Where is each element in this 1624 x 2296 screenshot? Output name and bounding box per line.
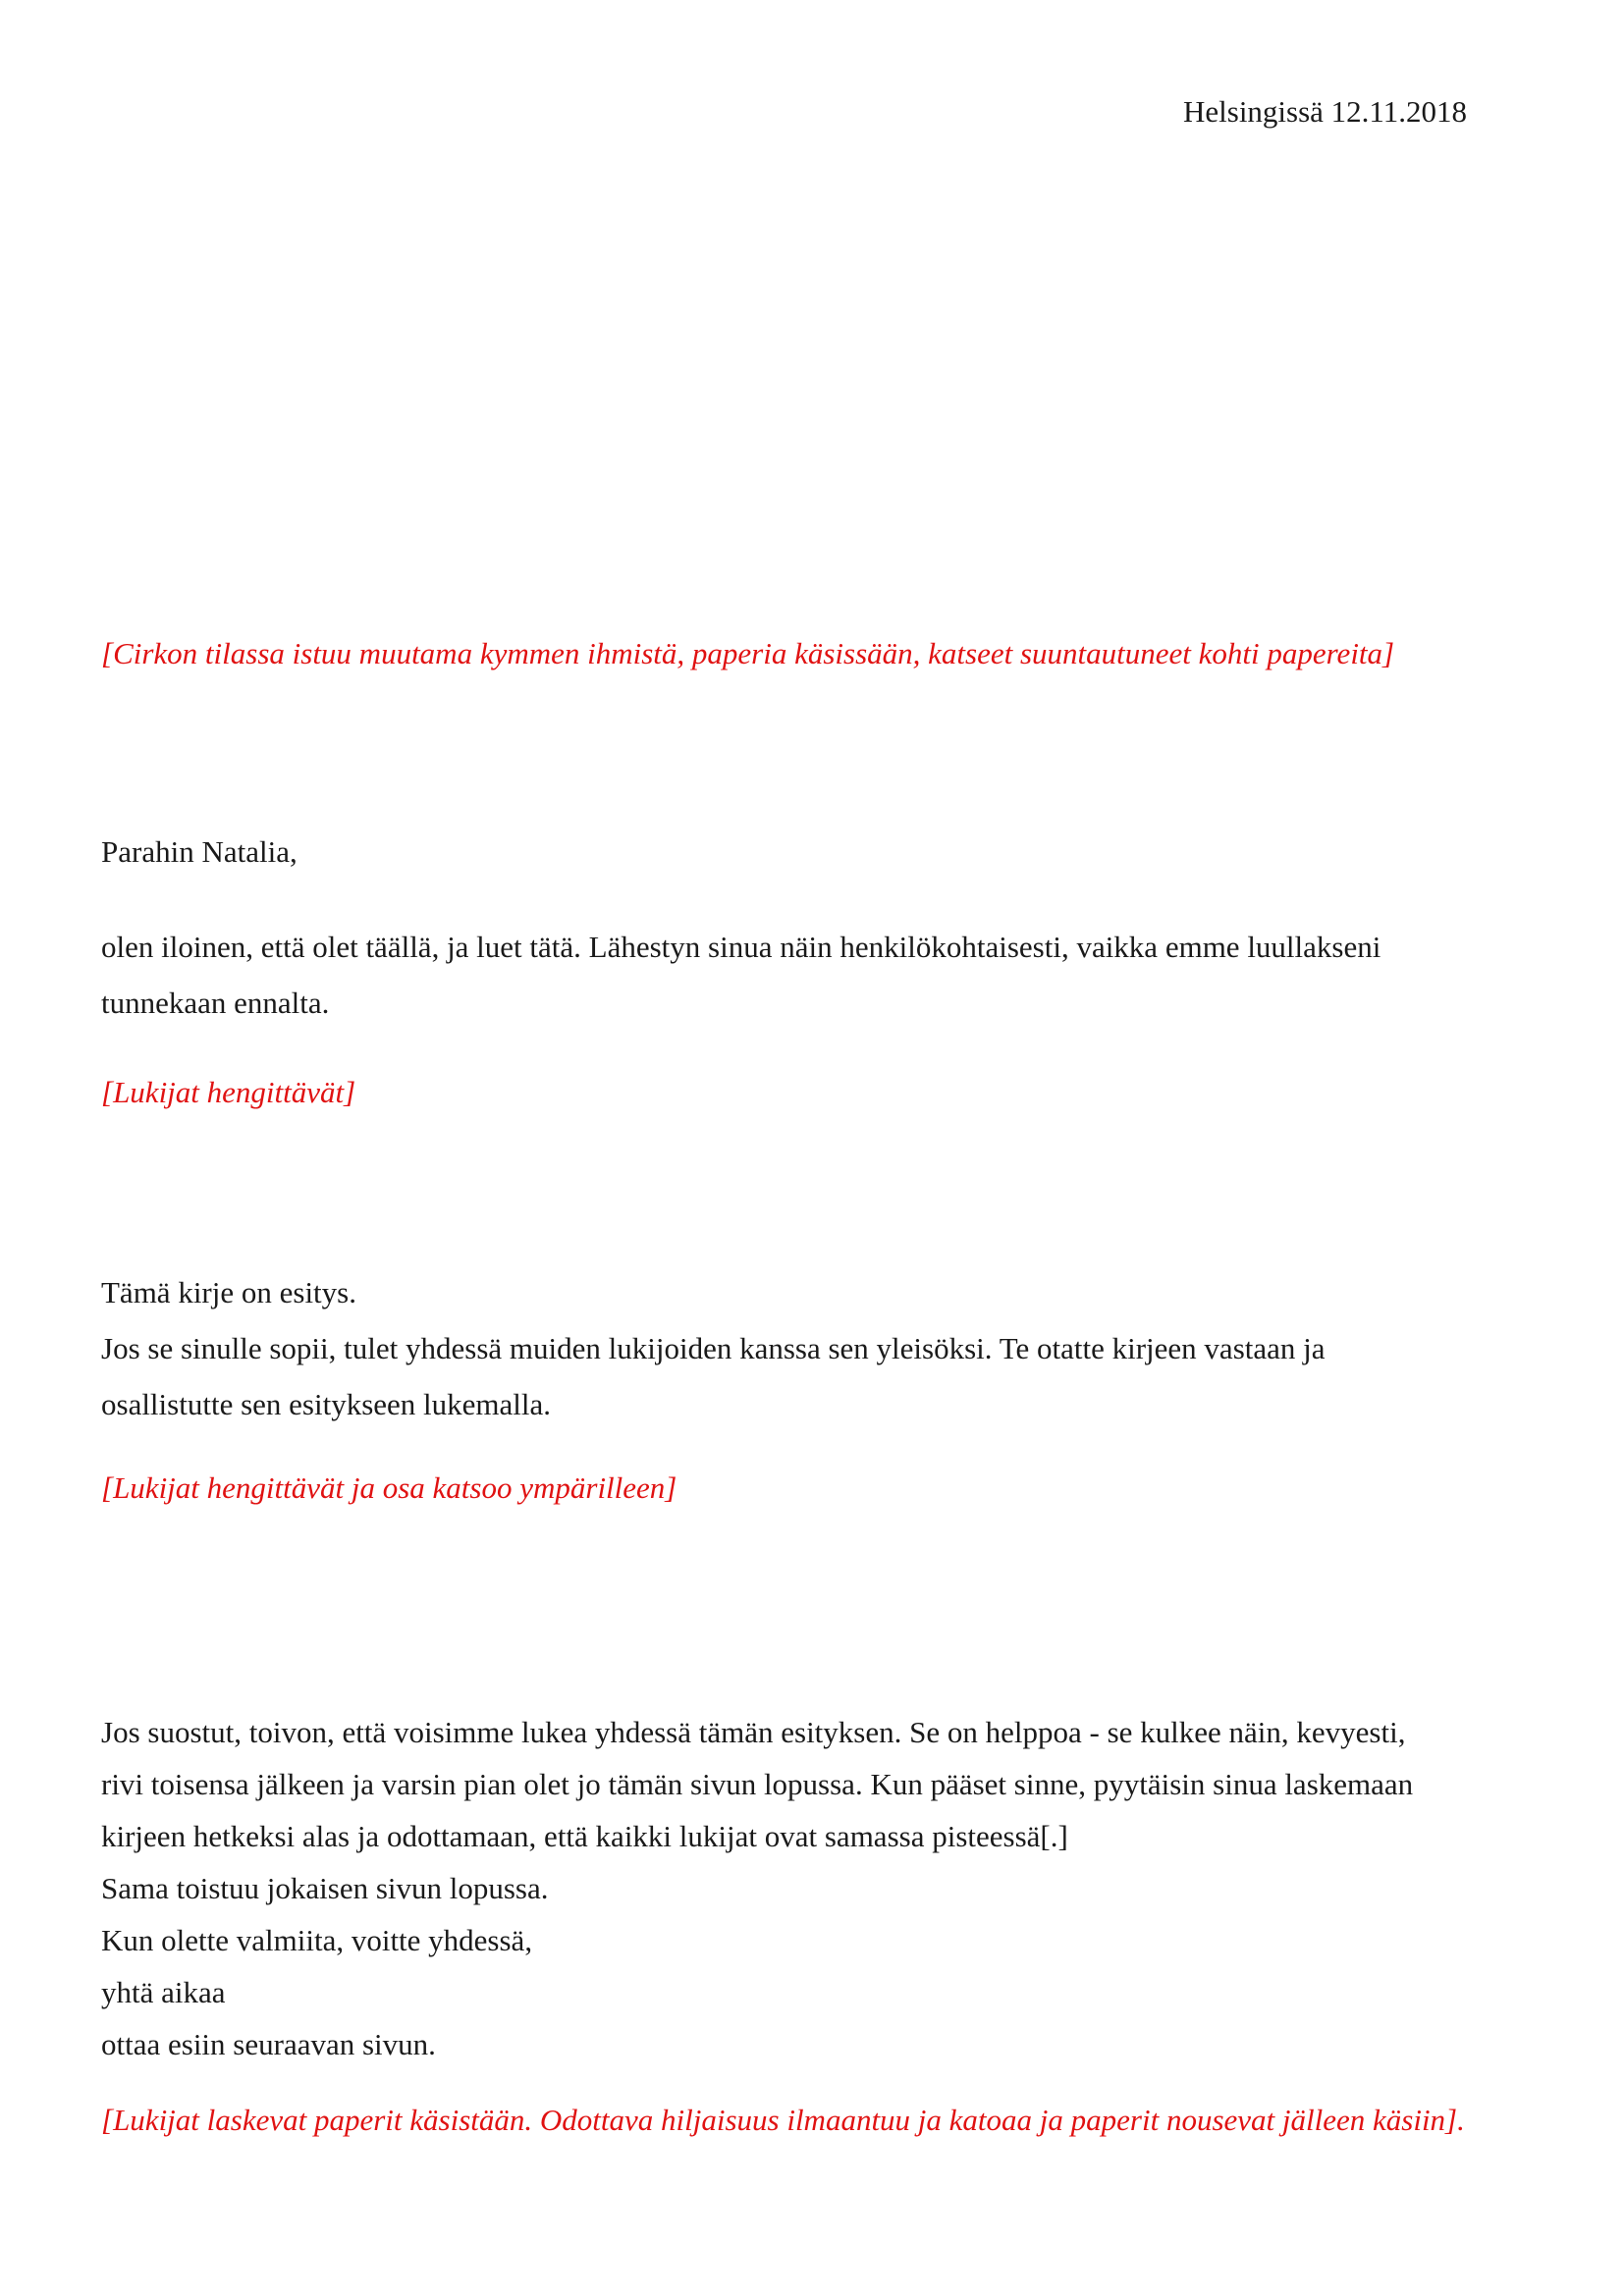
stage-direction-breath-2: [Lukijat hengittävät ja osa katsoo ympärilleen] — [101, 1470, 677, 1505]
paragraph-line: Jos se sinulle sopii, tulet yhdessä muiden lukijoiden kanssa sen yleisöksi. Te otatte kirjeen vastaan ja — [101, 1331, 1326, 1365]
paragraph-line: osallistutte sen esitykseen lukemalla. — [101, 1387, 552, 1421]
paragraph-line: ottaa esiin seuraavan sivun. — [101, 2027, 436, 2061]
paragraph-line: Jos suostut, toivon, että voisimme lukea yhdessä tämän esityksen. Se on helppoa - se kulkee näin, kevyesti, — [101, 1715, 1406, 1749]
paragraph-line: tunnekaan ennalta. — [101, 986, 330, 1020]
stage-direction-breath-1: [Lukijat hengittävät] — [101, 1075, 356, 1109]
stage-direction-opening: [Cirkon tilassa istuu muutama kymmen ihmistä, paperia käsissään, katseet suuntautuneet kohti papereita] — [101, 636, 1395, 670]
salutation: Parahin Natalia, — [101, 834, 298, 869]
paragraph-reading-instructions — [101, 1706, 1413, 2070]
paragraph-line: Tämä kirje on esitys. — [101, 1275, 356, 1309]
stage-direction-closing: [Lukijat laskevat paperit käsistään. Odottava hiljaisuus ilmaantuu ja katoaa ja paperit nousevat jälleen käsiin]. — [101, 2103, 1465, 2137]
paragraph-greeting — [101, 919, 1380, 1031]
letter-date: Helsingissä 12.11.2018 — [1183, 94, 1468, 129]
paragraph-line: yhtä aikaa — [101, 1975, 226, 2009]
paragraph-line: olen iloinen, että olet täällä, ja luet tätä. Lähestyn sinua näin henkilökohtaisesti, vaikka emme luullakseni — [101, 930, 1381, 964]
paragraph-line: kirjeen hetkeksi alas ja odottamaan, että kaikki lukijat ovat samassa pisteessä[.] — [101, 1819, 1068, 1853]
paragraph-line: Kun olette valmiita, voitte yhdessä, — [101, 1923, 533, 1957]
paragraph-letter-is-performance — [101, 1264, 1326, 1432]
paragraph-line: Sama toistuu jokaisen sivun lopussa. — [101, 1871, 549, 1905]
paragraph-line: rivi toisensa jälkeen ja varsin pian olet jo tämän sivun lopussa. Kun pääset sinne, pyytäisin sinua laskemaan — [101, 1767, 1414, 1801]
